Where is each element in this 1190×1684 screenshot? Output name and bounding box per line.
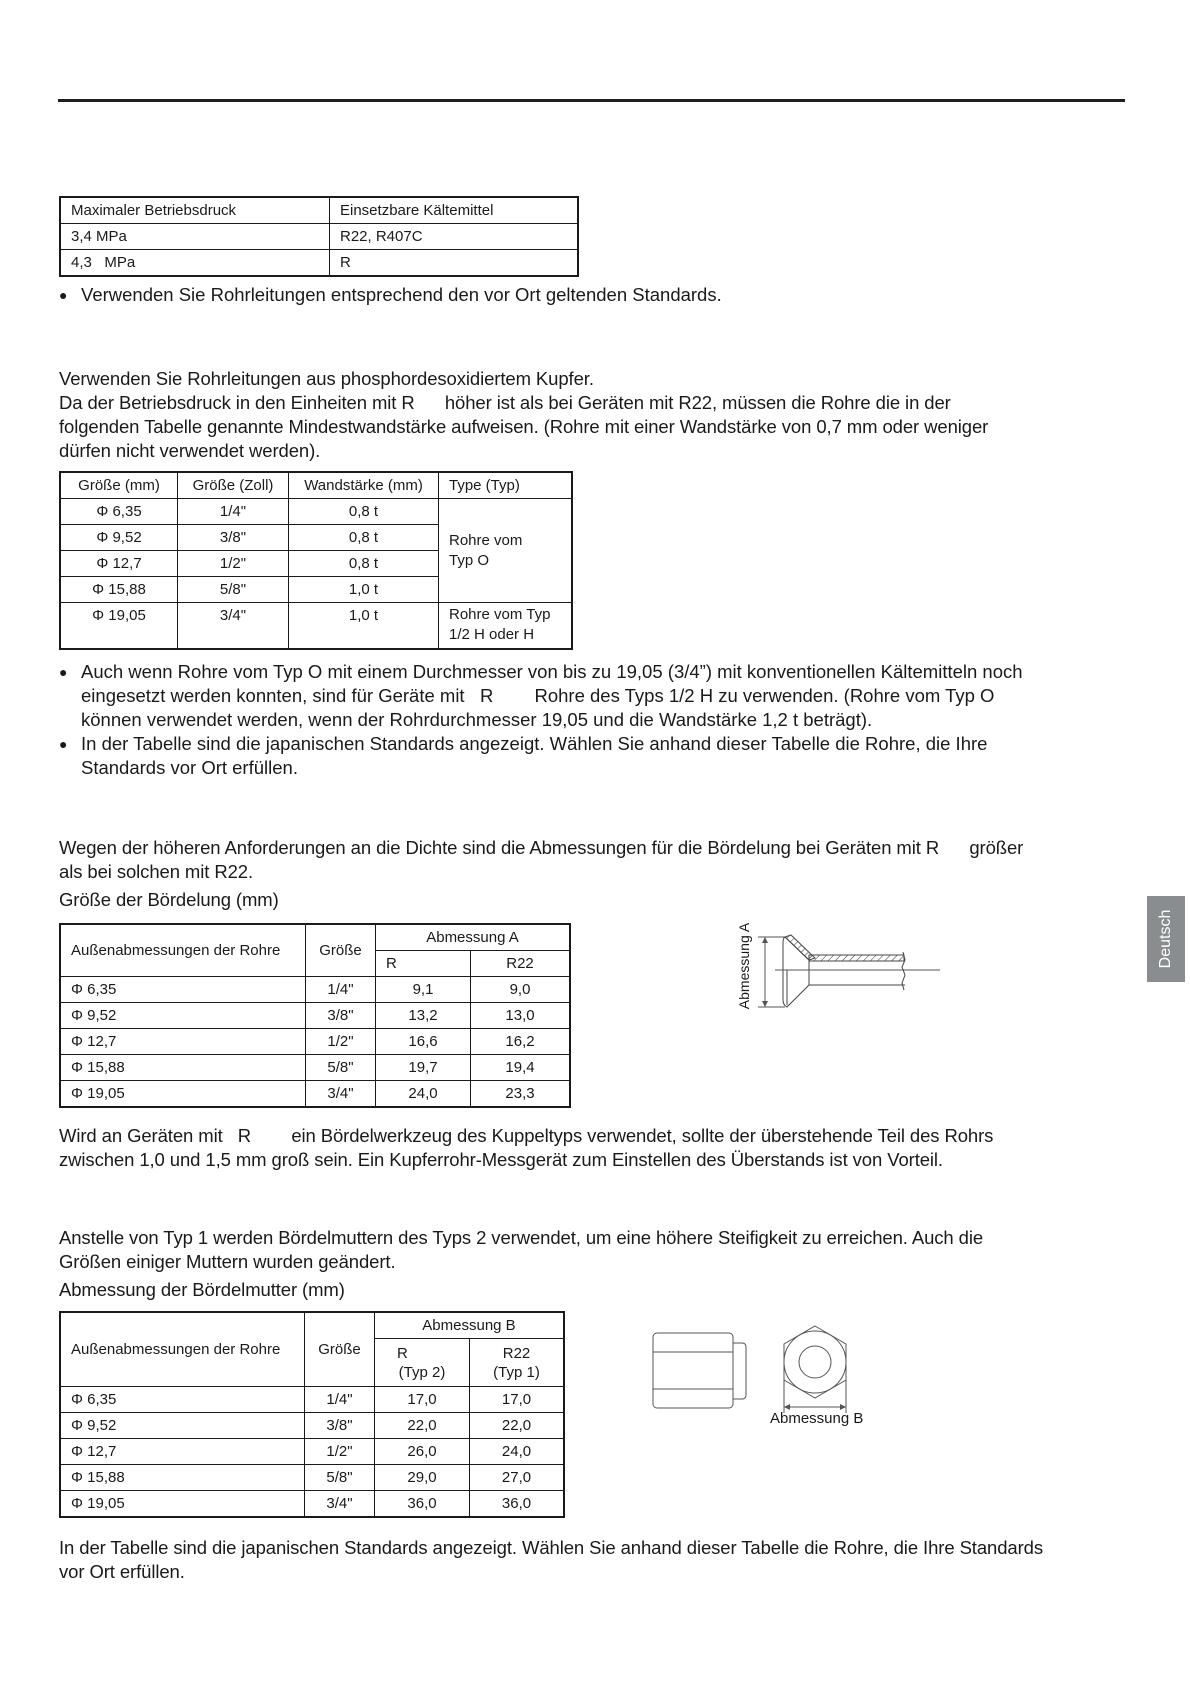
table-row (60, 1491, 564, 1518)
table-cell: Φ 15,88 (60, 1055, 306, 1081)
table-cell: 29,0 (375, 1465, 470, 1491)
table-header-cell (470, 1339, 565, 1387)
table-cell: 19,4 (471, 1055, 571, 1081)
type-h-line: Rohre vom Typ (449, 606, 551, 623)
table-cell: 16,6 (376, 1029, 471, 1055)
table-row (60, 977, 570, 1003)
table-cell: 13,2 (376, 1003, 471, 1029)
table-cell: 3/8" (178, 525, 289, 551)
sub-header-line: (Typ 2) (398, 1363, 446, 1381)
table-cell: 17,0 (470, 1387, 565, 1413)
table-cell: Φ 9,52 (60, 1003, 306, 1029)
table-cell: 3/4" (178, 603, 289, 649)
table-cell: Φ 19,05 (60, 1491, 305, 1518)
flare-nut-diagram (650, 1325, 880, 1415)
table-header-group: Abmessung A (376, 924, 571, 951)
table-cell: 5/8" (305, 1465, 375, 1491)
table-cell: 1,0 t (289, 577, 439, 603)
table-cell: Φ 9,52 (60, 1413, 305, 1439)
abmessung-a-label: Abmessung A (736, 922, 752, 1010)
table-cell: 5/8" (178, 577, 289, 603)
table-header-cell: Maximaler Betriebsdruck (60, 197, 330, 224)
table-cell: 3/4" (305, 1491, 375, 1518)
table-cell: 16,2 (471, 1029, 571, 1055)
type-o-line: Typ O (449, 551, 490, 569)
paragraph-line: Größen einiger Muttern wurden geändert. (59, 1251, 396, 1272)
bullet-text: Auch wenn Rohre vom Typ O mit einem Durchmesser von bis zu 19,05 (3/4”) mit konventionellen Kältemitteln noch (81, 661, 1023, 682)
bullet-dot-icon: ● (59, 736, 68, 752)
table-row (60, 603, 572, 649)
table-cell: 5/8" (306, 1055, 376, 1081)
table-cell: Φ 6,35 (60, 499, 178, 525)
table-header-cell: Außenabmessungen der Rohre (60, 1312, 305, 1387)
table-cell: 3/4" (306, 1081, 376, 1108)
abmessung-b-label: Abmessung B (770, 1410, 864, 1427)
table-cell: 36,0 (375, 1491, 470, 1518)
table-header-cell: Einsetzbare Kältemittel (330, 197, 579, 224)
table-header-cell: Größe (Zoll) (178, 472, 289, 499)
table-header-cell: Größe (mm) (60, 472, 178, 499)
table-header-row (60, 1312, 564, 1339)
table-cell: R (330, 250, 579, 277)
table-header-cell: Außenabmessungen der Rohre (60, 924, 306, 977)
table-cell: 27,0 (470, 1465, 565, 1491)
table-cell: 1/4" (306, 977, 376, 1003)
table-cell: Φ 12,7 (60, 1439, 305, 1465)
table-row (60, 499, 572, 525)
table-cell: 17,0 (375, 1387, 470, 1413)
table-cell-type-h (439, 603, 573, 649)
sub-header-line: R22 (502, 1344, 531, 1362)
header-rule (58, 99, 1125, 102)
table-row (60, 250, 578, 277)
table-cell: 0,8 t (289, 551, 439, 577)
table-cell: 26,0 (375, 1439, 470, 1465)
paragraph-line: Da der Betriebsdruck in den Einheiten mit R höher ist als bei Geräten mit R22, müssen die Rohre die in der (59, 392, 951, 413)
table-row (60, 1439, 564, 1465)
table-cell: 3,4 MPa (60, 224, 330, 250)
table-cell: 9,0 (471, 977, 571, 1003)
paragraph-line: als bei solchen mit R22. (59, 861, 254, 882)
table-caption: Größe der Bördelung (mm) (59, 889, 279, 910)
table-row (60, 1029, 570, 1055)
table-header-cell (375, 1339, 470, 1387)
table-cell: Φ 6,35 (60, 1387, 305, 1413)
flare-diagram (725, 915, 945, 1015)
table-header-row (60, 197, 578, 224)
language-tab-label: Deutsch (1157, 909, 1174, 969)
table-cell: 4,3 MPa (60, 250, 330, 277)
table-header-cell: R22 (471, 951, 571, 977)
table-cell: 3/8" (306, 1003, 376, 1029)
table-cell: 36,0 (470, 1491, 565, 1518)
bullet-text: eingesetzt werden konnten, sind für Geräte mit R Rohre des Typs 1/2 H zu verwenden. (Rohre vom Typ O (81, 685, 995, 706)
paragraph-line: vor Ort erfüllen. (59, 1561, 185, 1582)
table-row (60, 1081, 570, 1108)
paragraph-line: Wegen der höheren Anforderungen an die Dichte sind die Abmessungen für die Bördelung bei Geräten mit R größer (59, 837, 1024, 858)
paragraph-line: folgenden Tabelle genannte Mindestwandstärke aufweisen. (Rohre mit einer Wandstärke von 0,7 mm oder weniger (59, 416, 989, 437)
table-header-cell: Größe (306, 924, 376, 977)
flare-nut-table (59, 1311, 565, 1518)
table-row (60, 1003, 570, 1029)
table-cell: Φ 12,7 (60, 551, 178, 577)
paragraph-line: Anstelle von Typ 1 werden Bördelmuttern des Typs 2 verwendet, um eine höhere Steifigkeit zu erreichen. Auch die (59, 1227, 984, 1248)
table-header-cell: R (376, 951, 471, 977)
language-side-tab (1147, 896, 1185, 982)
paragraph-line: In der Tabelle sind die japanischen Standards angezeigt. Wählen Sie anhand dieser Tabelle die Rohre, die Ihre Standards (59, 1537, 1044, 1558)
table-cell: Φ 19,05 (60, 1081, 306, 1108)
bullet-dot-icon: ● (59, 287, 68, 303)
paragraph-line: Wird an Geräten mit R ein Bördelwerkzeug des Kuppeltyps verwendet, sollte der überstehende Teil des Rohrs (59, 1125, 994, 1146)
bullet-dot-icon: ● (59, 664, 68, 680)
table-caption: Abmessung der Bördelmutter (mm) (59, 1279, 345, 1300)
table-cell: 13,0 (471, 1003, 571, 1029)
table-cell: 1/2" (306, 1029, 376, 1055)
table-cell: 1/2" (178, 551, 289, 577)
table-header-group: Abmessung B (375, 1312, 565, 1339)
table-cell: 22,0 (375, 1413, 470, 1439)
table-cell: 3/8" (305, 1413, 375, 1439)
table-cell: Φ 12,7 (60, 1029, 306, 1055)
sub-header-line: R (397, 1344, 408, 1362)
table-cell: 19,7 (376, 1055, 471, 1081)
table-cell: Φ 15,88 (60, 577, 178, 603)
table-cell: 0,8 t (289, 499, 439, 525)
paragraph-line: dürfen nicht verwendet werden). (59, 440, 321, 461)
table-cell: 1,0 t (289, 603, 439, 649)
table-row (60, 224, 578, 250)
paragraph-line: Verwenden Sie Rohrleitungen aus phosphordesoxidiertem Kupfer. (59, 368, 594, 389)
paragraph-line: zwischen 1,0 und 1,5 mm groß sein. Ein Kupferrohr-Messgerät zum Einstellen des Überstands ist von Vorteil. (59, 1149, 943, 1170)
table-cell: 9,1 (376, 977, 471, 1003)
table-cell: 24,0 (376, 1081, 471, 1108)
table-row (60, 1055, 570, 1081)
table-header-cell: Größe (305, 1312, 375, 1387)
table-cell-type-o (439, 499, 573, 603)
bullet-text: In der Tabelle sind die japanischen Standards angezeigt. Wählen Sie anhand dieser Tabelle die Rohre, die Ihre (81, 733, 988, 754)
table-header-cell: Wandstärke (mm) (289, 472, 439, 499)
table-header-cell: Type (Typ) (439, 472, 573, 499)
bullet-text: Verwenden Sie Rohrleitungen entsprechend den vor Ort geltenden Standards. (81, 284, 722, 305)
table-header-row (60, 472, 572, 499)
table-cell: R22, R407C (330, 224, 579, 250)
table-cell: 23,3 (471, 1081, 571, 1108)
table-row (60, 1465, 564, 1491)
wall-thickness-table (59, 471, 573, 650)
table-header-row (60, 924, 570, 951)
type-h-line: 1/2 H oder H (449, 626, 535, 643)
bullet-text: können verwendet werden, wenn der Rohrdurchmesser 19,05 und die Wandstärke 1,2 t beträgt). (81, 709, 873, 730)
table-cell: Φ 6,35 (60, 977, 306, 1003)
sub-header-line: (Typ 1) (493, 1363, 540, 1381)
table-cell: 1/4" (178, 499, 289, 525)
type-o-line: Rohre vom (449, 531, 523, 549)
table-cell: 1/4" (305, 1387, 375, 1413)
table-cell: Φ 9,52 (60, 525, 178, 551)
pressure-table (59, 196, 579, 277)
table-cell: 0,8 t (289, 525, 439, 551)
table-cell: Φ 15,88 (60, 1465, 305, 1491)
flare-size-table (59, 923, 571, 1108)
table-cell: 24,0 (470, 1439, 565, 1465)
table-row (60, 1387, 564, 1413)
table-cell: 1/2" (305, 1439, 375, 1465)
table-cell: Φ 19,05 (60, 603, 178, 649)
bullet-text: Standards vor Ort erfüllen. (81, 757, 298, 778)
table-cell: 22,0 (470, 1413, 565, 1439)
table-row (60, 1413, 564, 1439)
